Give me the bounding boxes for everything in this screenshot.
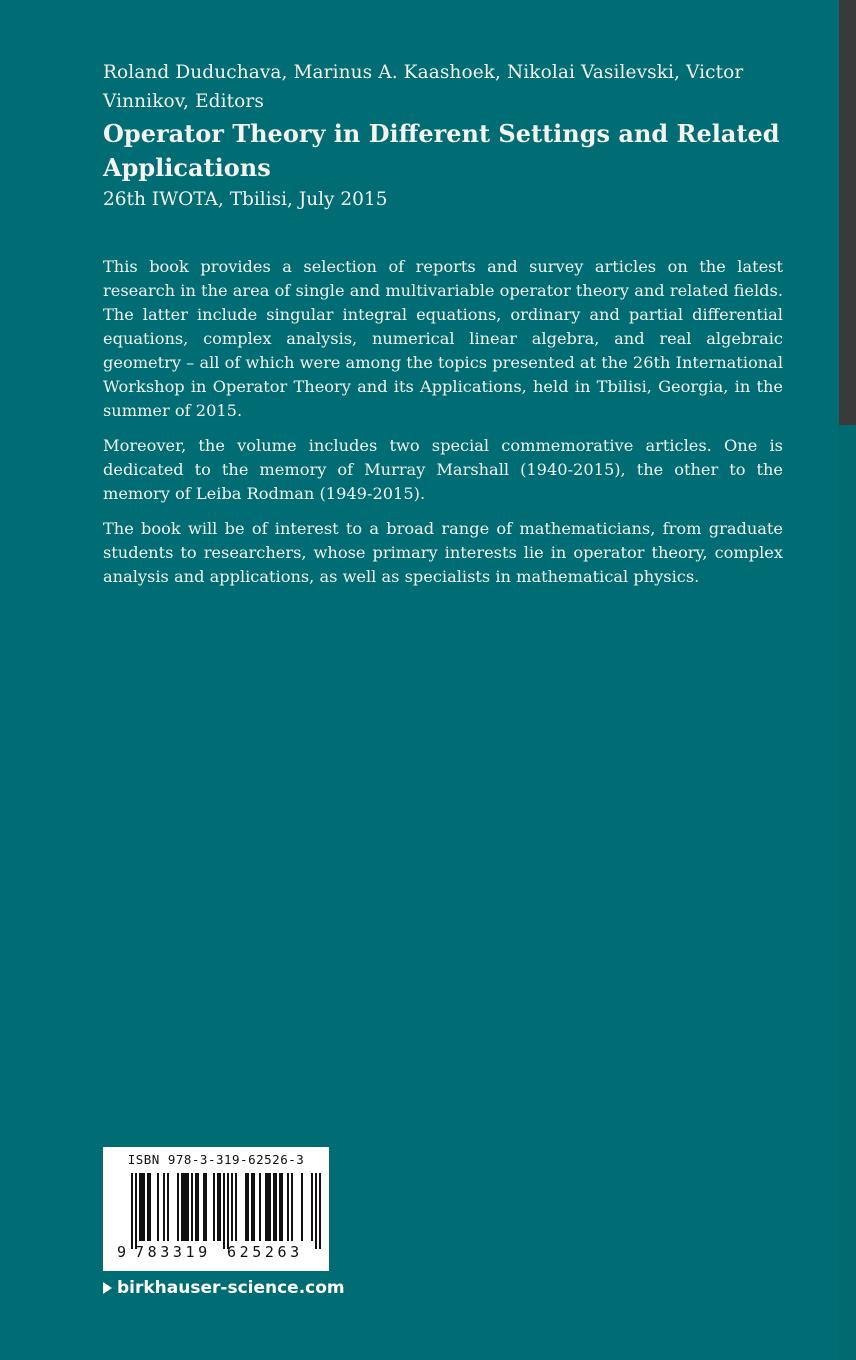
barcode-bar: [247, 1173, 249, 1241]
barcode-guard-bar: [135, 1173, 137, 1249]
barcode-bar: [279, 1173, 281, 1241]
barcode-bar: [205, 1173, 207, 1241]
barcode-first-digit: 9: [117, 1243, 127, 1261]
barcode-guard-bar: [319, 1173, 321, 1249]
isbn-barcode: [103, 1147, 329, 1271]
barcode-bar: [275, 1173, 277, 1241]
barcode-bar: [259, 1173, 261, 1241]
barcode-guard-bar: [315, 1173, 317, 1249]
barcode-bar: [139, 1173, 141, 1241]
spine-edge: [839, 0, 856, 425]
barcode-bar: [203, 1173, 205, 1241]
description-paragraph: Moreover, the volume includes two special commemorative articles. One is dedicated to the memory of Murray Marshall (1940-2015), the other to the memory of Leiba Rodman (1949-2015).: [103, 436, 783, 503]
barcode-bar: [265, 1173, 267, 1241]
barcode-bar: [251, 1173, 253, 1241]
barcode-bar: [163, 1173, 165, 1241]
isbn-label: ISBN 978-3-319-62526-3: [127, 1152, 305, 1167]
barcode-bar: [143, 1173, 145, 1241]
barcode-bar: [231, 1173, 233, 1241]
website-label: birkhauser-science.com: [117, 1278, 345, 1298]
editors-line: Roland Duduchava, Marinus A. Kaashoek, Nikolai Vasilevski, Victor Vinnikov, Editors: [103, 62, 744, 112]
barcode-bar: [157, 1173, 159, 1241]
barcode-bar: [287, 1173, 289, 1241]
barcode-guard-bar: [223, 1173, 225, 1249]
barcode-bar: [213, 1173, 215, 1241]
book-title: Operator Theory in Different Settings and Related Applications: [103, 119, 780, 182]
barcode-bar: [167, 1173, 169, 1241]
barcode-bar: [187, 1173, 189, 1241]
barcode-bar: [181, 1173, 183, 1241]
barcode-bar: [269, 1173, 271, 1241]
barcode-bar: [245, 1173, 247, 1241]
arrow-right-icon: [103, 1282, 112, 1294]
barcode-bar: [141, 1173, 143, 1241]
publisher-website[interactable]: [103, 1278, 345, 1298]
book-description: [103, 255, 783, 600]
barcode-bar: [191, 1173, 193, 1241]
barcode-bar: [253, 1173, 255, 1241]
barcode-bar: [185, 1173, 187, 1241]
barcode-bar: [291, 1173, 293, 1241]
barcode-bar: [273, 1173, 275, 1241]
barcode-bar: [301, 1173, 303, 1241]
barcode-guard-bar: [131, 1173, 133, 1249]
barcode-bar: [267, 1173, 269, 1241]
barcode-bar: [183, 1173, 185, 1241]
description-paragraph: This book provides a selection of reports and survey articles on the latest research in the area of single and multivariable operator theory and related fields. The latter include singular integral equations, ordinary and partial differential equations, complex analysis, numerical linear algebra, and real algebraic geometry – all of which were among the topics presented at the 26th International Workshop in Operator Theory and its Applications, held in Tbilisi, Georgia, in the summer of 2015.: [103, 257, 783, 420]
spine-edge-lower: [839, 425, 856, 1360]
barcode-bar: [149, 1173, 151, 1241]
barcode-bar: [217, 1173, 219, 1241]
barcode-bar: [177, 1173, 179, 1241]
description-paragraph: The book will be of interest to a broad range of mathematicians, from graduate students to researchers, whose primary interests lie in operator theory, complex analysis and applications, as well as specialists in mathematical physics.: [103, 519, 783, 586]
barcode-bars: [103, 1171, 329, 1251]
barcode-digits: [103, 1243, 329, 1267]
barcode-right-digits: 625263: [227, 1243, 303, 1261]
barcode-bar: [281, 1173, 283, 1241]
barcode-guard-bar: [227, 1173, 229, 1249]
barcode-bar: [219, 1173, 221, 1241]
barcode-bar: [147, 1173, 149, 1241]
barcode-left-digits: 783319: [135, 1243, 211, 1261]
barcode-bar: [197, 1173, 199, 1241]
barcode-bar: [311, 1173, 313, 1241]
barcode-bar: [195, 1173, 197, 1241]
book-subtitle: 26th IWOTA, Tbilisi, July 2015: [103, 189, 388, 210]
barcode-bar: [235, 1173, 237, 1241]
